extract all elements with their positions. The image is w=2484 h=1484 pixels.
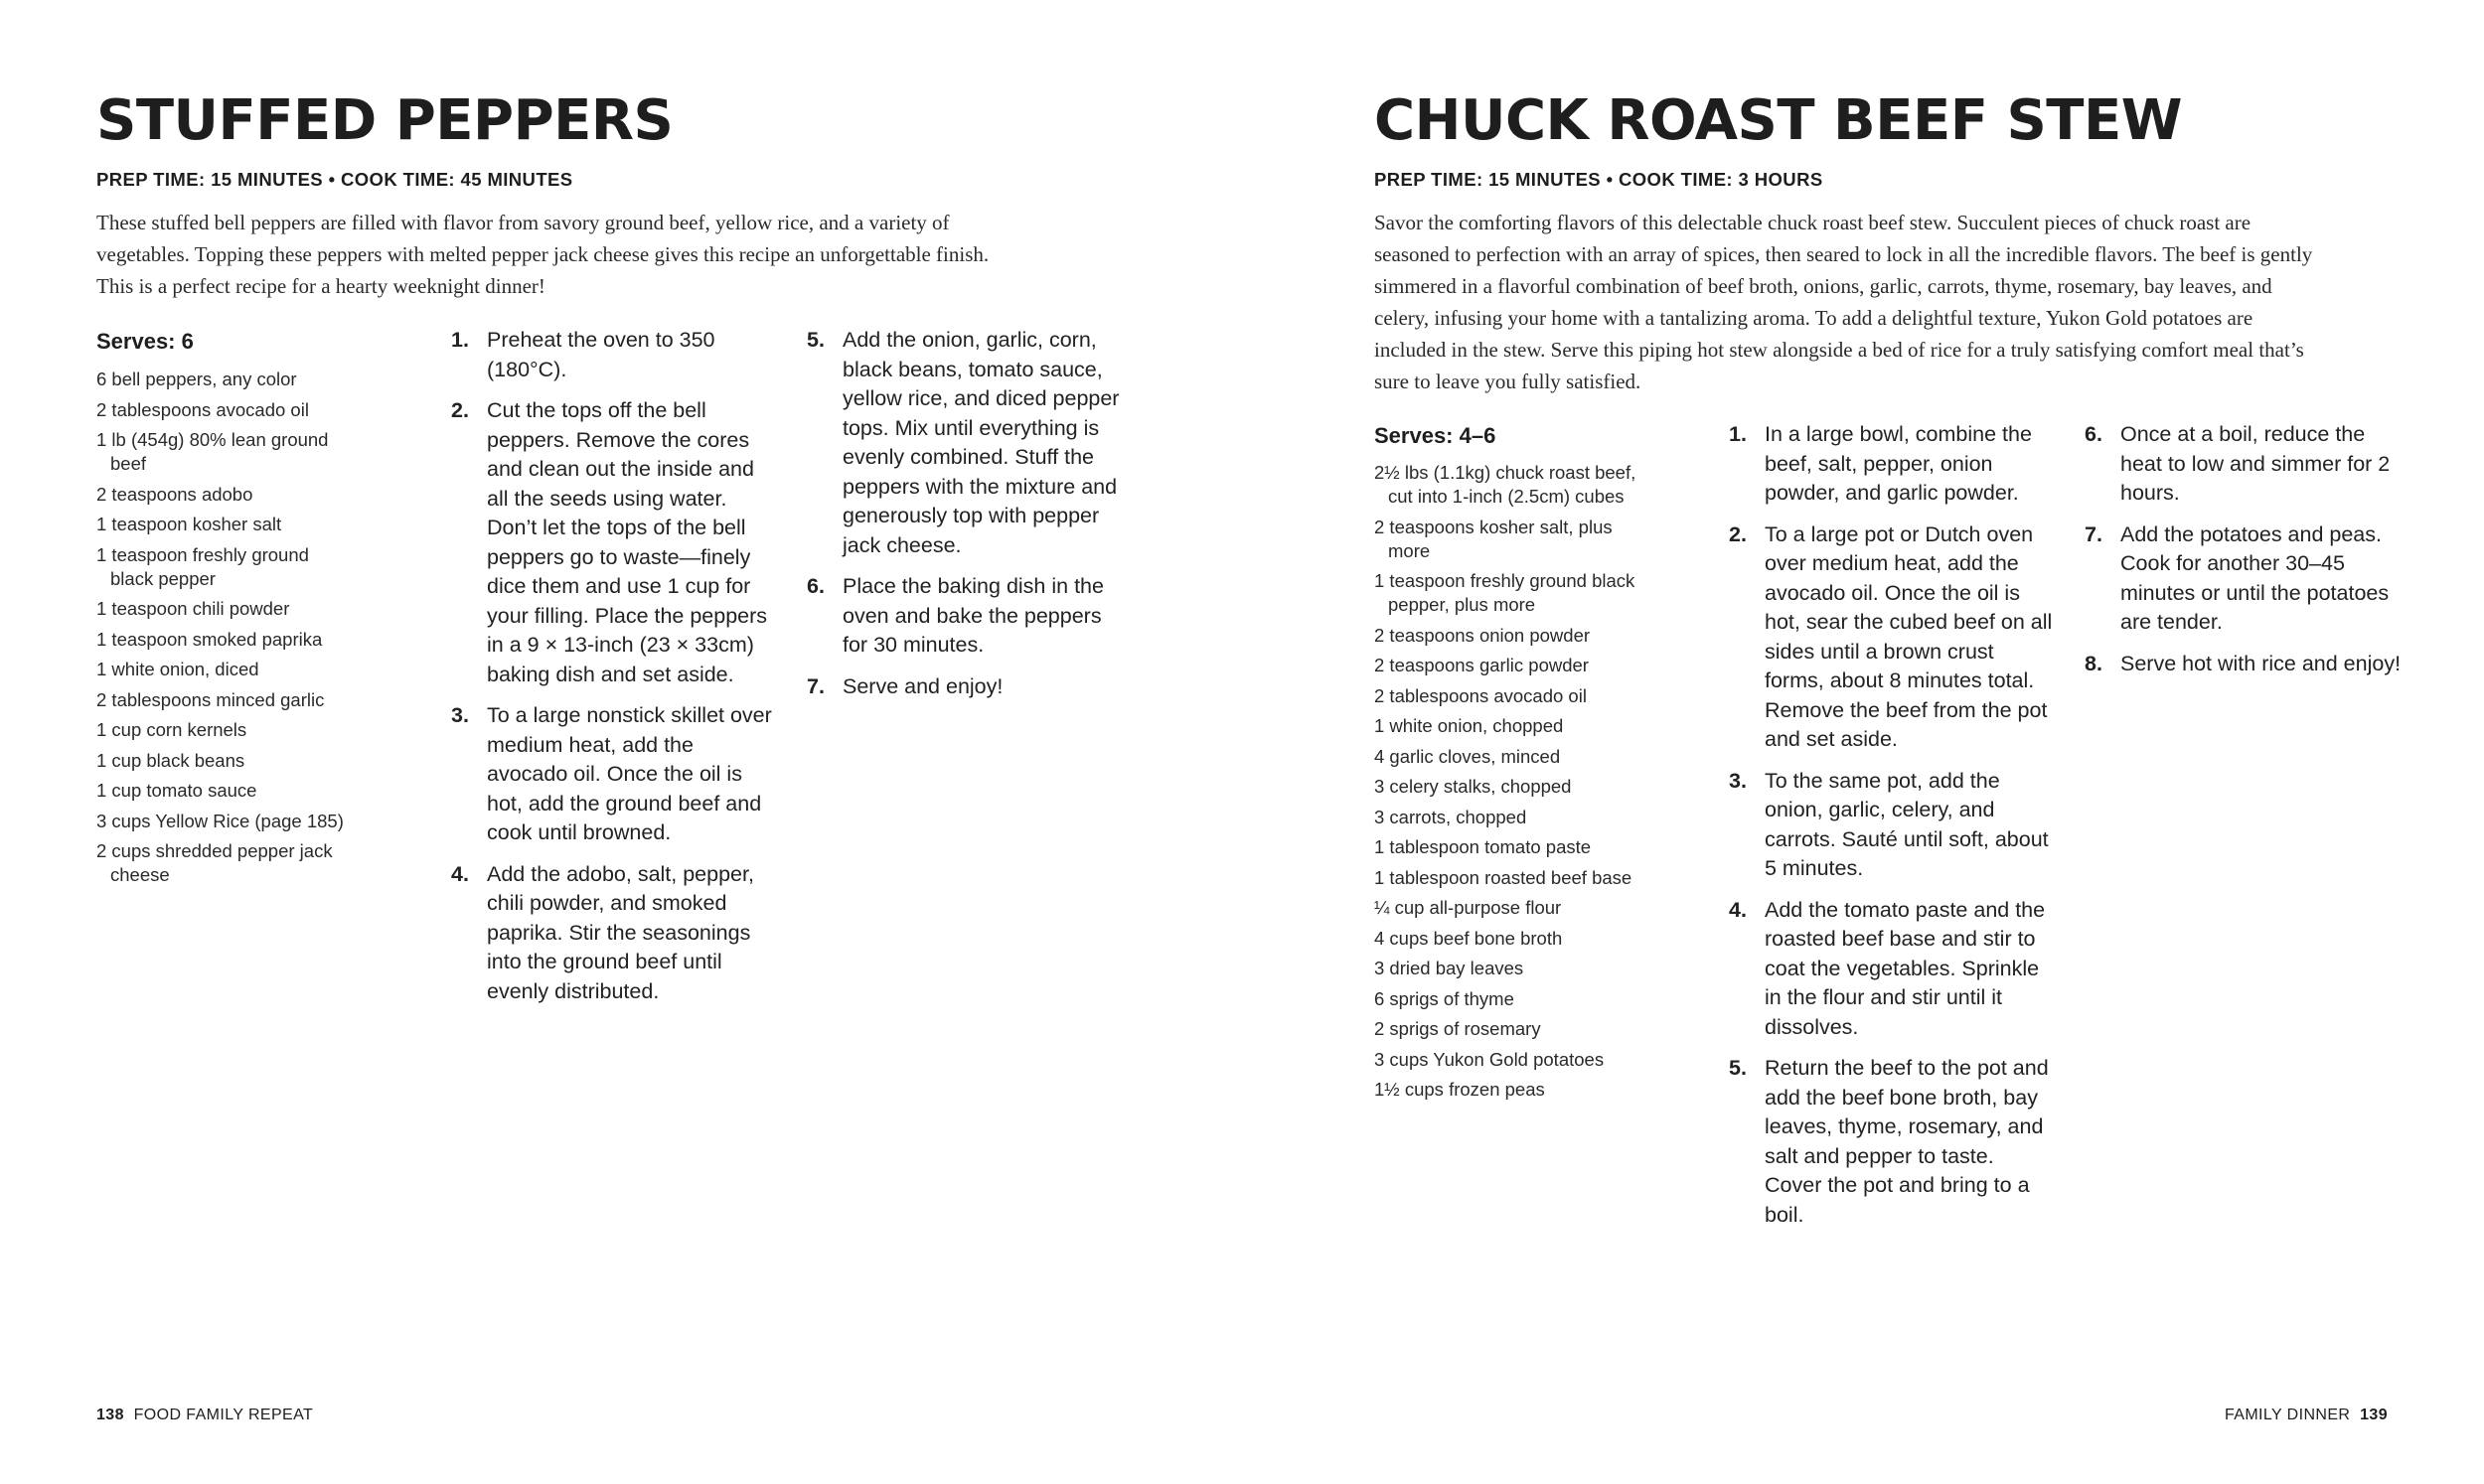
ingredient-item: 2½ lbs (1.1kg) chuck roast beef, cut into 1-inch (2.5cm) cubes [1374, 462, 1636, 507]
ingredient-item: 2 tablespoons avocado oil [1374, 684, 1587, 706]
step-number: 7. [807, 673, 825, 698]
ingredient-item: 2 teaspoons onion powder [1374, 624, 1591, 646]
step-item [807, 572, 1131, 661]
steps-column-2 [2085, 420, 2412, 690]
step-number: 1. [1729, 422, 1747, 446]
step-text: Add the tomato paste and the roasted beef base and stir to coat the vegetables. Sprinkle in the flour and stir until it dissolves. [1765, 897, 2046, 1039]
step-item [451, 326, 775, 384]
ingredient-item: 1½ cups frozen peas [1374, 1079, 1545, 1100]
step-number: 4. [451, 861, 469, 886]
step-text: Add the adobo, salt, pepper, chili powder, and smoked paprika. Stir the seasonings into the ground beef until evenly distributed. [487, 861, 754, 1003]
ingredient-item: 1 teaspoon chili powder [96, 598, 290, 619]
step-text: In a large bowl, combine the beef, salt, pepper, onion powder, and garlic powder. [1765, 422, 2032, 505]
ingredient-list [96, 368, 350, 894]
ingredient-item: 2 sprigs of rosemary [1374, 1018, 1541, 1039]
step-text: To a large nonstick skillet over medium heat, add the avocado oil. Once the oil is hot, add the ground beef and cook until browned. [487, 703, 772, 844]
step-text: To a large pot or Dutch oven over medium heat, add the avocado oil. Once the oil is hot, sear the cubed beef on all sides until a brown crust forms, about 8 minutes total. Remove the beef from the pot and set aside. [1765, 521, 2053, 751]
ingredient-item: 1 cup tomato sauce [96, 780, 257, 801]
step-number: 3. [451, 703, 469, 727]
recipe-title: CHUCK ROAST BEEF STEW [1374, 88, 2183, 153]
page-number: 138 [96, 1407, 124, 1423]
recipe-intro: Savor the comforting flavors of this delectable chuck roast beef stew. Succulent pieces of chuck roast are seasoned to perfection with an array of spices, then seared to lock in all the incredible flavors. The beef is gently simmered in a flavorful combination of beef broth, onions, garlic, carrots, thyme, rosemary, bay leaves, and celery, infusing your home with a tantalizing aroma. To add a delightful texture, Yukon Gold potatoes are included in the stew. Serve this piping hot stew alongside a bed of rice for a truly satisfying comfort meal that’s sure to leave you fully satisfied. [1374, 211, 2313, 393]
ingredient-list [1374, 461, 1657, 1109]
ingredient-item: 3 cups Yukon Gold potatoes [1374, 1048, 1605, 1070]
step-number: 6. [2085, 422, 2102, 446]
serves-heading: Serves: 4–6 [1374, 423, 1496, 448]
step-number: 2. [451, 398, 469, 422]
step-text: Add the onion, garlic, corn, black beans, tomato sauce, yellow rice, and diced pepper tops. Mix until everything is evenly combined. Stuff the peppers with the mixture and generously top with pepper jack cheese. [843, 328, 1120, 557]
ingredient-item: 2 tablespoons avocado oil [96, 398, 309, 420]
ingredient-item: 3 cups Yellow Rice (page 185) [96, 810, 344, 831]
ingredient-item: 1 teaspoon freshly ground black pepper [96, 543, 309, 589]
step-number: 8. [2085, 651, 2102, 675]
ingredient-item: 2 cups shredded pepper jack cheese [96, 840, 333, 885]
step-text: Return the beef to the pot and add the beef bone broth, bay leaves, thyme, rosemary, and salt and pepper to taste. Cover the pot and bring to a boil. [1765, 1056, 2049, 1227]
step-number: 3. [1729, 768, 1747, 793]
ingredient-item: 1 white onion, diced [96, 659, 259, 679]
step-item [807, 672, 1131, 702]
prep-cook-times: PREP TIME: 15 MINUTES • COOK TIME: 3 HOURS [1374, 169, 1823, 190]
step-number: 1. [451, 328, 469, 352]
ingredient-item: 2 tablespoons minced garlic [96, 688, 325, 710]
step-number: 6. [807, 574, 825, 598]
book-title: FOOD FAMILY REPEAT [133, 1407, 314, 1423]
page-footer [2225, 1407, 2388, 1424]
step-text: Cut the tops off the bell peppers. Remove the cores and clean out the inside and all the seeds using water. Don’t let the tops of the bell peppers go to waste—finely dice them and use 1 cup for your filling. Place the peppers in a 9 × 13-inch (23 × 33cm) baking dish and set aside. [487, 398, 768, 686]
step-item [807, 326, 1131, 560]
section-title: FAMILY DINNER [2224, 1407, 2351, 1423]
steps-column-1 [1729, 420, 2053, 1242]
step-item [2085, 520, 2412, 638]
ingredient-item: 4 cups beef bone broth [1374, 927, 1563, 949]
step-item [1729, 1054, 2053, 1230]
page-number: 139 [2360, 1407, 2388, 1423]
step-item [1729, 420, 2053, 509]
ingredient-item: ¼ cup all-purpose flour [1374, 897, 1562, 918]
ingredient-item: 2 teaspoons adobo [96, 483, 253, 505]
ingredient-item: 3 dried bay leaves [1374, 958, 1524, 978]
ingredient-item: 2 teaspoons kosher salt, plus more [1374, 516, 1613, 561]
ingredient-item: 1 lb (454g) 80% lean ground beef [96, 429, 329, 474]
ingredient-item: 2 teaspoons garlic powder [1374, 655, 1589, 675]
step-item [451, 860, 775, 1007]
steps-column-2 [807, 326, 1131, 713]
step-item [1729, 767, 2053, 884]
step-item [451, 396, 775, 689]
step-item [1729, 896, 2053, 1043]
step-text: Once at a boil, reduce the heat to low and simmer for 2 hours. [2120, 422, 2391, 505]
ingredient-item: 1 cup black beans [96, 749, 245, 771]
prep-cook-times: PREP TIME: 15 MINUTES • COOK TIME: 45 MINUTES [96, 169, 573, 190]
step-text: To the same pot, add the onion, garlic, celery, and carrots. Sauté until soft, about 5 minutes. [1765, 768, 2049, 880]
step-item [2085, 420, 2412, 509]
step-text: Place the baking dish in the oven and bake the peppers for 30 minutes. [843, 574, 1104, 657]
step-item [2085, 650, 2412, 679]
recipe-title: STUFFED PEPPERS [96, 88, 674, 153]
ingredient-item: 3 celery stalks, chopped [1374, 776, 1572, 797]
ingredient-item: 6 sprigs of thyme [1374, 987, 1514, 1009]
ingredient-item: 1 white onion, chopped [1374, 715, 1564, 736]
ingredient-item: 4 garlic cloves, minced [1374, 745, 1561, 767]
ingredient-item: 1 tablespoon roasted beef base [1374, 866, 1632, 888]
step-number: 5. [807, 328, 825, 352]
right-page [1242, 0, 2484, 1484]
ingredient-item: 1 teaspoon freshly ground black pepper, plus more [1374, 570, 1635, 615]
step-text: Preheat the oven to 350 (180°C). [487, 328, 715, 381]
step-text: Add the potatoes and peas. Cook for another 30–45 minutes or until the potatoes are tender. [2120, 521, 2390, 634]
step-text: Serve and enjoy! [843, 673, 1004, 698]
ingredient-item: 1 teaspoon kosher salt [96, 514, 282, 534]
recipe-intro: These stuffed bell peppers are filled with flavor from savory ground beef, yellow rice, and a variety of vegetables. Topping these peppers with melted pepper jack cheese gives this recipe an unforgettable finish. This is a perfect recipe for a hearty weeknight dinner! [96, 211, 990, 298]
step-item [1729, 520, 2053, 755]
step-text: Serve hot with rice and enjoy! [2120, 651, 2402, 675]
serves-heading: Serves: 6 [96, 329, 194, 354]
step-number: 5. [1729, 1056, 1747, 1080]
step-number: 4. [1729, 897, 1747, 922]
ingredient-item: 1 tablespoon tomato paste [1374, 836, 1592, 857]
step-item [451, 701, 775, 848]
page-footer [96, 1407, 313, 1424]
step-number: 7. [2085, 521, 2102, 546]
step-number: 2. [1729, 521, 1747, 546]
ingredient-item: 1 cup corn kernels [96, 719, 247, 740]
ingredient-item: 6 bell peppers, any color [96, 369, 297, 389]
ingredient-item: 3 carrots, chopped [1374, 806, 1527, 827]
steps-column-1 [451, 326, 775, 1018]
ingredient-item: 1 teaspoon smoked paprika [96, 628, 323, 650]
